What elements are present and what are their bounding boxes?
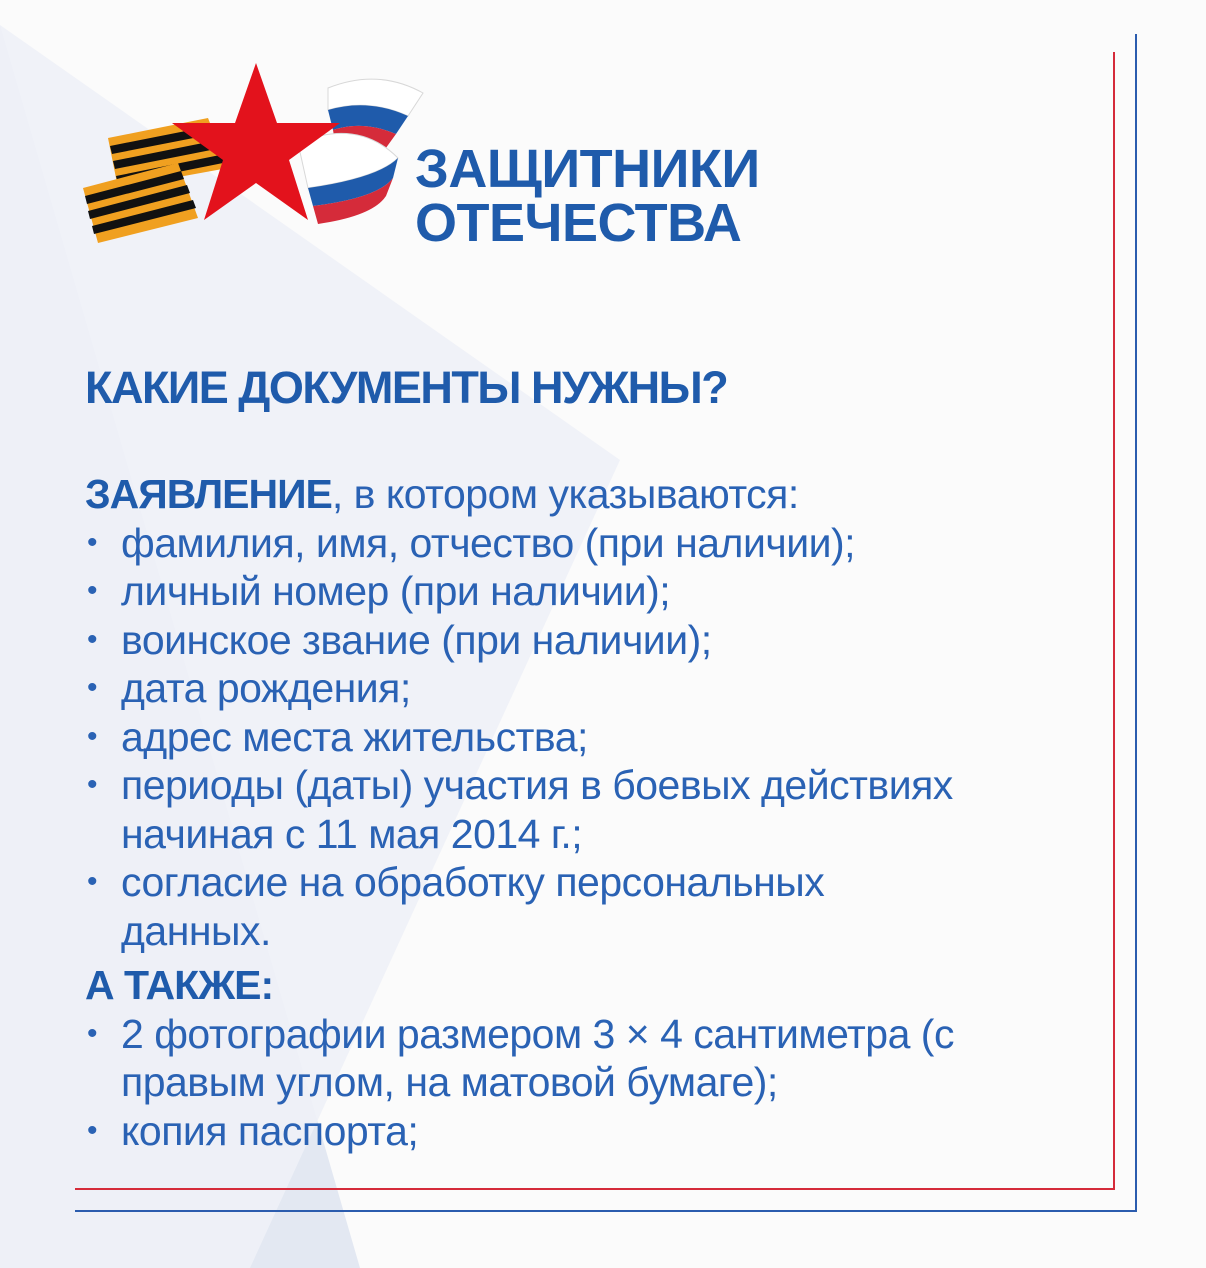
list-item-text: периоды (даты) участия в боевых действиях начиная с 11 мая 2014 г.;	[121, 762, 953, 857]
frame-line-red-horizontal	[75, 1188, 1115, 1190]
brand-title	[415, 139, 760, 253]
also-list	[85, 1010, 1095, 1156]
application-list	[85, 519, 1095, 956]
brand-title-line-1: ЗАЩИТНИКИ	[415, 139, 760, 199]
list-item	[85, 567, 1095, 616]
brand-title-line-2: ОТЕЧЕСТВА	[415, 193, 742, 253]
frame-line-red-vertical	[1113, 52, 1115, 1190]
page-heading: КАКИЕ ДОКУМЕНТЫ НУЖНЫ?	[85, 362, 728, 413]
emblem-logo	[78, 48, 438, 258]
list-item-text: 2 фотографии размером 3 × 4 сантиметра (с правым углом, на матовой бумаге);	[121, 1010, 954, 1105]
bullet-icon: •	[87, 1016, 98, 1050]
list-item-text: адрес места жительства;	[121, 713, 588, 760]
documents-content	[85, 470, 1095, 1155]
bullet-icon: •	[87, 574, 98, 607]
bullet-icon: •	[87, 622, 98, 656]
frame-line-blue-horizontal	[75, 1210, 1137, 1212]
application-title: ЗАЯВЛЕНИЕ	[85, 471, 332, 517]
also-title: А ТАКЖЕ:	[85, 962, 274, 1008]
frame-line-blue-vertical	[1135, 34, 1137, 1212]
list-item-text: личный номер (при наличии);	[121, 568, 671, 614]
list-item-text: согласие на обработку персональных данных.	[121, 859, 825, 954]
list-item-text: копия паспорта;	[121, 1107, 419, 1154]
bullet-icon: •	[87, 865, 98, 898]
list-item	[85, 1107, 1095, 1156]
list-item-text: дата рождения;	[121, 665, 411, 711]
bullet-icon: •	[87, 671, 98, 704]
list-item	[85, 1010, 1095, 1107]
bullet-icon: •	[87, 768, 98, 801]
bullet-icon: •	[87, 719, 98, 753]
list-item	[85, 713, 1095, 762]
list-item	[85, 761, 1095, 858]
list-item-text: воинское звание (при наличии);	[121, 616, 712, 663]
list-item	[85, 858, 1095, 955]
list-item-text: фамилия, имя, отчество (при наличии);	[121, 519, 856, 566]
list-item	[85, 616, 1095, 665]
russian-flag-ribbon-icon	[298, 79, 423, 224]
bullet-icon: •	[87, 525, 98, 559]
application-intro-text: , в котором указываются:	[331, 471, 799, 517]
bullet-icon: •	[87, 1113, 98, 1147]
list-item	[85, 664, 1095, 713]
list-item	[85, 519, 1095, 568]
application-intro	[85, 470, 1095, 519]
